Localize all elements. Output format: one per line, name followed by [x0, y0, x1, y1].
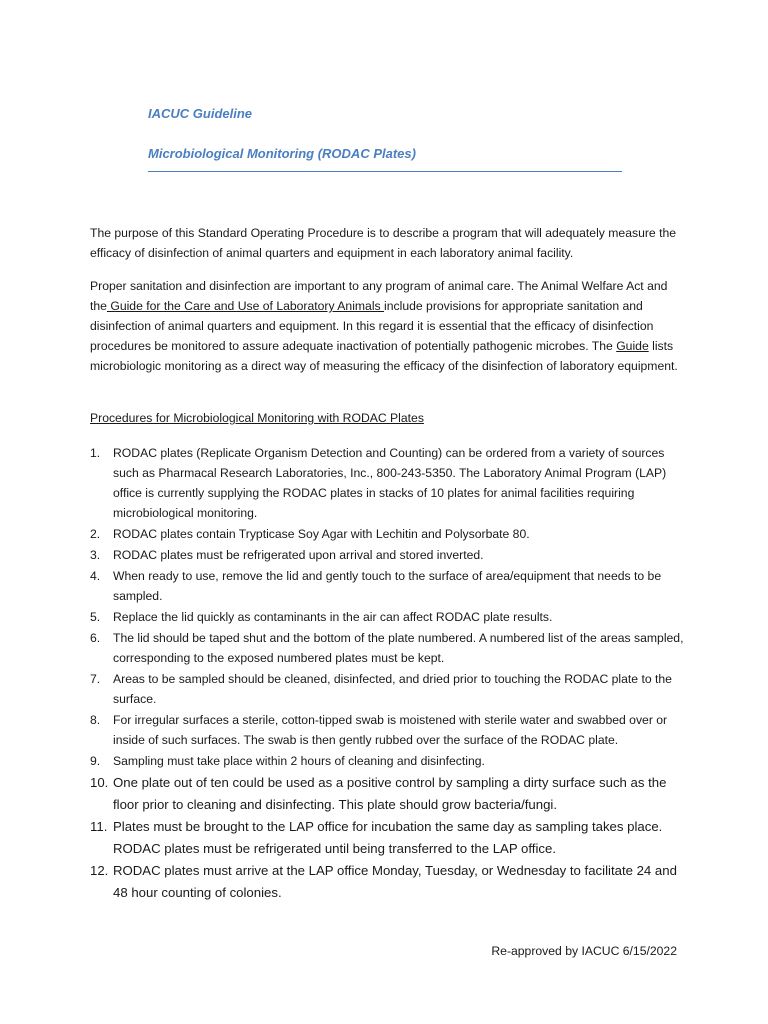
list-item: 8. For irregular surfaces a sterile, cotton-tipped swab is moistened with sterile water and swabbed over or inside of such surfaces. The swab is then gently rubbed over the surface of the RODAC plate. — [90, 713, 668, 747]
list-item: 10. One plate out of ten could be used as a positive control by sampling a dirty surface such as the floor prior to cleaning and disinfecting. This plate should grow bacteria/fungi. — [90, 775, 667, 812]
list-item: 6. The lid should be taped shut and the bottom of the plate numbered. A numbered list of the areas sampled, corresponding to the exposed numbered plates must be kept. — [90, 631, 684, 665]
sanitation-paragraph — [90, 276, 680, 376]
guideline-label: IACUC Guideline — [148, 106, 253, 121]
list-item: 11. Plates must be brought to the LAP office for incubation the same day as sampling takes place. RODAC plates must be refrigerated until being transferred to the LAP office. — [90, 819, 663, 856]
guide-title-reference: Guide for the Care and Use of Laboratory Animals — [106, 299, 385, 313]
procedure-steps-list — [90, 443, 686, 904]
list-item: 7. Areas to be sampled should be cleaned, disinfected, and dried prior to touching the RODAC plate to the surface. — [90, 672, 672, 706]
list-item: 5. Replace the lid quickly as contaminants in the air can affect RODAC plate results. — [90, 610, 553, 624]
header-divider — [148, 171, 622, 172]
paragraph-text: include provisions for appropriate sanitation and disinfection of animal quarters and equipment. In this regard it is essential that the efficacy of disinfection procedures be monitored to assure adequate inactivation of potentially pathogenic microbes. The — [90, 299, 654, 353]
approval-footer: Re-approved by IACUC 6/15/2022 — [491, 944, 677, 958]
list-item: 9. Sampling must take place within 2 hours of cleaning and disinfecting. — [90, 754, 485, 768]
intro-paragraph: The purpose of this Standard Operating Procedure is to describe a program that will adequately measure the efficacy of disinfection of animal quarters and equipment in each laboratory animal facility. — [90, 226, 677, 260]
paragraph-text: lists microbiologic monitoring as a direct way of measuring the efficacy of the disinfection of laboratory equipment. — [90, 339, 678, 373]
list-item: 3. RODAC plates must be refrigerated upon arrival and stored inverted. — [90, 548, 484, 562]
list-item: 1. RODAC plates (Replicate Organism Detection and Counting) can be ordered from a variety of sources such as Pharmacal Research Laboratories, Inc., 800-243-5350. The Laboratory Animal Program (LAP) office is currently supplying the RODAC plates in stacks of 10 plates for animal facilities requiring microbiological monitoring. — [90, 446, 667, 520]
paragraph-text: Proper sanitation and disinfection are important to any program of animal care. The Animal Welfare Act and the — [90, 279, 668, 313]
document-title: Microbiological Monitoring (RODAC Plates) — [148, 146, 416, 161]
list-item: 4. When ready to use, remove the lid and gently touch to the surface of area/equipment that needs to be sampled. — [90, 569, 662, 603]
list-item: 2. RODAC plates contain Trypticase Soy Agar with Lechitin and Polysorbate 80. — [90, 527, 530, 541]
document-header — [148, 106, 622, 172]
guide-reference: Guide — [616, 339, 649, 353]
list-item: 12. RODAC plates must arrive at the LAP office Monday, Tuesday, or Wednesday to facilitate 24 and 48 hour counting of colonies. — [90, 863, 677, 900]
procedures-heading: Procedures for Microbiological Monitoring with RODAC Plates — [90, 411, 424, 425]
